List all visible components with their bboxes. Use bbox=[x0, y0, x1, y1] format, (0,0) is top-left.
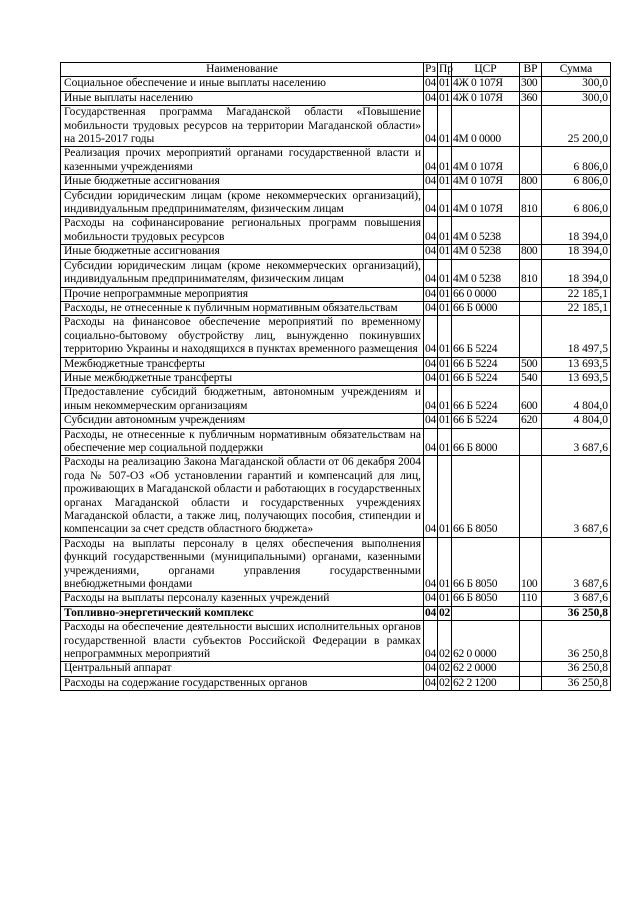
row-sum: 6 806,0 bbox=[542, 189, 611, 217]
row-pr: 01 bbox=[438, 386, 452, 414]
row-rz: 04 bbox=[424, 259, 438, 287]
row-vr bbox=[520, 147, 542, 175]
row-sum: 18 497,5 bbox=[542, 316, 611, 357]
row-csr: 4М 0 107Я bbox=[452, 189, 520, 217]
row-sum: 36 250,8 bbox=[542, 676, 611, 690]
row-pr: 01 bbox=[438, 537, 452, 592]
row-csr: 4М 0 107Я bbox=[452, 175, 520, 189]
row-pr: 01 bbox=[439, 357, 450, 370]
row-csr: 66 Б 8000 bbox=[452, 428, 520, 456]
table-row bbox=[61, 316, 611, 357]
row-rz: 04 bbox=[424, 217, 438, 245]
row-pr: 01 bbox=[439, 414, 450, 427]
row-name: Субсидии автономным учреждениям bbox=[61, 414, 424, 428]
row-sum: 13 693,5 bbox=[542, 357, 611, 371]
row-sum: 36 250,8 bbox=[542, 606, 611, 620]
row-pr: 02 bbox=[439, 606, 450, 619]
header-name: Наименование bbox=[61, 63, 424, 77]
row-vr: 100 bbox=[520, 537, 542, 592]
row-name: Иные бюджетные ассигнования bbox=[61, 245, 424, 259]
row-pr: 01 bbox=[438, 189, 452, 217]
row-csr: 62 2 0000 bbox=[452, 662, 520, 676]
row-name: Предоставление субсидий бюджетным, автономным учреждениям и иным некоммерческим организациям bbox=[61, 386, 424, 414]
row-vr: 540 bbox=[520, 371, 542, 385]
table-row bbox=[61, 175, 611, 189]
row-sum: 4 804,0 bbox=[542, 386, 611, 414]
header-sum: Сумма bbox=[542, 63, 611, 77]
table-row bbox=[61, 259, 611, 287]
row-sum: 22 185,1 bbox=[542, 301, 611, 315]
row-csr: 66 Б 8050 bbox=[452, 456, 520, 537]
row-rz: 04 bbox=[424, 621, 438, 662]
row-rz: 04 bbox=[424, 316, 438, 357]
row-sum: 22 185,1 bbox=[542, 287, 611, 301]
row-sum: 13 693,5 bbox=[542, 371, 611, 385]
budget-table bbox=[60, 62, 611, 691]
row-rz: 04 bbox=[425, 175, 436, 188]
row-pr: 01 bbox=[439, 371, 450, 384]
row-vr bbox=[520, 456, 542, 537]
row-name: Расходы на выплаты персоналу в целях обеспечения выполнения функций государственными (муниципальными) органами, казенными учреждениями, органами управления государственными внебюджетными фондами bbox=[61, 537, 424, 592]
row-sum: 18 394,0 bbox=[542, 259, 611, 287]
row-rz: 04 bbox=[425, 676, 436, 689]
row-sum: 18 394,0 bbox=[542, 245, 611, 259]
row-name: Расходы на содержание государственных органов bbox=[61, 676, 424, 690]
table-row bbox=[61, 414, 611, 428]
row-csr: 4М 0 0000 bbox=[452, 106, 520, 147]
header-csr: ЦСР bbox=[452, 63, 520, 77]
table-row bbox=[61, 662, 611, 676]
row-rz: 04 bbox=[425, 287, 436, 300]
row-csr: 66 Б 5224 bbox=[452, 316, 520, 357]
row-csr: 4М 0 5238 bbox=[452, 217, 520, 245]
row-name: Расходы, не отнесенные к публичным нормативным обязательствам на обеспечение мер социальной поддержки bbox=[61, 428, 424, 456]
row-name: Расходы на обеспечение деятельности высших исполнительных органов государственной власти субъектов Российской Федерации в рамках непрограммных мероприятий bbox=[61, 621, 424, 662]
table-row bbox=[61, 592, 611, 606]
row-name: Топливно-энергетический комплекс bbox=[61, 606, 424, 620]
row-rz: 04 bbox=[424, 456, 438, 537]
header-pr: Пр bbox=[439, 63, 454, 75]
row-rz: 04 bbox=[425, 662, 436, 675]
row-csr: 66 Б 5224 bbox=[452, 371, 520, 385]
row-name: Межбюджетные трансферты bbox=[61, 357, 424, 371]
table-row bbox=[61, 245, 611, 259]
row-vr: 110 bbox=[520, 592, 542, 606]
row-rz: 04 bbox=[425, 301, 436, 314]
row-vr: 360 bbox=[520, 91, 542, 105]
row-name: Прочие непрограммные мероприятия bbox=[61, 287, 424, 301]
table-row bbox=[61, 217, 611, 245]
row-sum: 300,0 bbox=[542, 91, 611, 105]
row-sum: 3 687,6 bbox=[542, 537, 611, 592]
row-sum: 6 806,0 bbox=[542, 175, 611, 189]
row-rz: 04 bbox=[425, 357, 436, 370]
table-row bbox=[61, 189, 611, 217]
table-row bbox=[61, 537, 611, 592]
row-name: Расходы на выплаты персоналу казенных учреждений bbox=[61, 592, 424, 606]
row-rz: 04 bbox=[424, 106, 438, 147]
header-rz: Рз bbox=[425, 63, 436, 75]
row-csr: 66 Б 5224 bbox=[452, 357, 520, 371]
table-row bbox=[61, 77, 611, 91]
row-rz: 04 bbox=[425, 77, 436, 90]
table-row bbox=[61, 456, 611, 537]
row-vr bbox=[520, 217, 542, 245]
header-vr: ВР bbox=[520, 63, 542, 77]
row-pr: 02 bbox=[439, 662, 450, 675]
row-csr: 4М 0 5238 bbox=[452, 245, 520, 259]
table-row bbox=[61, 386, 611, 414]
row-pr: 02 bbox=[439, 676, 450, 689]
row-name: Иные бюджетные ассигнования bbox=[61, 175, 424, 189]
row-name: Государственная программа Магаданской области «Повышение мобильности трудовых ресурсов на территории Магаданской области» на 2015-2017 годы bbox=[61, 106, 424, 147]
row-csr: 4Ж 0 107Я bbox=[452, 77, 520, 91]
row-rz: 04 bbox=[425, 592, 436, 605]
row-vr: 500 bbox=[520, 357, 542, 371]
row-pr: 01 bbox=[438, 106, 452, 147]
row-sum: 18 394,0 bbox=[542, 217, 611, 245]
row-rz: 04 bbox=[425, 371, 436, 384]
row-sum: 3 687,6 bbox=[542, 592, 611, 606]
row-rz: 04 bbox=[424, 386, 438, 414]
row-name: Расходы на реализацию Закона Магаданской области от 06 декабря 2004 года № 507-ОЗ «Об установлении гарантий и компенсаций для лиц, проживающих в Магаданской области и работающих в государственных органах Магаданской области и государственных учреждениях Магаданской области, а также лиц, получающих пособия, стипендии и компенсации за счет средств областного бюджета» bbox=[61, 456, 424, 537]
row-pr: 01 bbox=[439, 301, 450, 314]
row-rz: 04 bbox=[424, 147, 438, 175]
row-sum: 4 804,0 bbox=[542, 414, 611, 428]
row-name: Иные выплаты населению bbox=[61, 91, 424, 105]
row-csr: 62 2 1200 bbox=[452, 676, 520, 690]
row-csr: 66 0 0000 bbox=[452, 287, 520, 301]
row-csr: 66 Б 8050 bbox=[452, 537, 520, 592]
row-pr: 01 bbox=[439, 592, 450, 605]
row-pr: 01 bbox=[438, 428, 452, 456]
row-sum: 300,0 bbox=[542, 77, 611, 91]
row-rz: 04 bbox=[425, 245, 436, 258]
row-pr: 01 bbox=[438, 217, 452, 245]
row-csr: 66 Б 8050 bbox=[452, 592, 520, 606]
row-pr: 01 bbox=[438, 316, 452, 357]
row-rz: 04 bbox=[425, 414, 436, 427]
row-csr bbox=[452, 606, 520, 620]
row-vr: 600 bbox=[520, 386, 542, 414]
row-vr: 810 bbox=[520, 189, 542, 217]
row-vr bbox=[520, 301, 542, 315]
row-pr: 01 bbox=[439, 91, 450, 104]
row-vr bbox=[520, 106, 542, 147]
row-vr bbox=[520, 662, 542, 676]
row-vr: 800 bbox=[520, 245, 542, 259]
row-csr: 4М 0 5238 bbox=[452, 259, 520, 287]
row-vr bbox=[520, 287, 542, 301]
table-row bbox=[61, 676, 611, 690]
row-csr: 4Ж 0 107Я bbox=[452, 91, 520, 105]
row-pr: 01 bbox=[438, 259, 452, 287]
table-row bbox=[61, 357, 611, 371]
row-rz: 04 bbox=[424, 189, 438, 217]
row-pr: 01 bbox=[439, 245, 450, 258]
row-vr bbox=[520, 606, 542, 620]
row-vr bbox=[520, 316, 542, 357]
row-pr: 02 bbox=[438, 621, 452, 662]
row-sum: 25 200,0 bbox=[542, 106, 611, 147]
row-pr: 01 bbox=[438, 147, 452, 175]
row-csr: 4М 0 107Я bbox=[452, 147, 520, 175]
row-csr: 66 Б 5224 bbox=[452, 386, 520, 414]
row-name: Расходы на софинансирование региональных программ повышения мобильности трудовых ресурсов bbox=[61, 217, 424, 245]
row-name: Реализация прочих мероприятий органами государственной власти и казенными учреждениями bbox=[61, 147, 424, 175]
row-csr: 66 Б 0000 bbox=[452, 301, 520, 315]
table-row bbox=[61, 91, 611, 105]
row-pr: 01 bbox=[438, 456, 452, 537]
table-row bbox=[61, 287, 611, 301]
table-header-row bbox=[61, 63, 611, 77]
row-rz: 04 bbox=[425, 606, 436, 619]
table-row bbox=[61, 606, 611, 620]
row-name: Социальное обеспечение и иные выплаты населению bbox=[61, 77, 424, 91]
table-row bbox=[61, 621, 611, 662]
row-sum: 36 250,8 bbox=[542, 621, 611, 662]
row-rz: 04 bbox=[425, 91, 436, 104]
row-sum: 36 250,8 bbox=[542, 662, 611, 676]
table-row bbox=[61, 428, 611, 456]
row-name: Центральный аппарат bbox=[61, 662, 424, 676]
row-name: Расходы, не отнесенные к публичным нормативным обязательствам bbox=[61, 301, 424, 315]
row-sum: 3 687,6 bbox=[542, 456, 611, 537]
row-vr: 620 bbox=[520, 414, 542, 428]
table-row bbox=[61, 301, 611, 315]
row-sum: 6 806,0 bbox=[542, 147, 611, 175]
row-vr bbox=[520, 428, 542, 456]
table-row bbox=[61, 147, 611, 175]
row-vr: 800 bbox=[520, 175, 542, 189]
row-csr: 66 Б 5224 bbox=[452, 414, 520, 428]
row-name: Расходы на финансовое обеспечение мероприятий по временному социально-бытовому обустройству лиц, вынужденно покинувших территорию Украины и находящихся в пунктах временного размещения bbox=[61, 316, 424, 357]
row-sum: 3 687,6 bbox=[542, 428, 611, 456]
row-pr: 01 bbox=[439, 175, 450, 188]
row-rz: 04 bbox=[424, 428, 438, 456]
row-name: Субсидии юридическим лицам (кроме некоммерческих организаций), индивидуальным предпринимателям, физическим лицам bbox=[61, 189, 424, 217]
row-csr: 62 0 0000 bbox=[452, 621, 520, 662]
row-pr: 01 bbox=[439, 287, 450, 300]
row-vr: 300 bbox=[520, 77, 542, 91]
row-rz: 04 bbox=[424, 537, 438, 592]
row-name: Иные межбюджетные трансферты bbox=[61, 371, 424, 385]
row-pr: 01 bbox=[439, 77, 450, 90]
row-name: Субсидии юридическим лицам (кроме некоммерческих организаций), индивидуальным предпринимателям, физическим лицам bbox=[61, 259, 424, 287]
table-row bbox=[61, 106, 611, 147]
row-vr bbox=[520, 621, 542, 662]
row-vr bbox=[520, 676, 542, 690]
row-vr: 810 bbox=[520, 259, 542, 287]
table-row bbox=[61, 371, 611, 385]
